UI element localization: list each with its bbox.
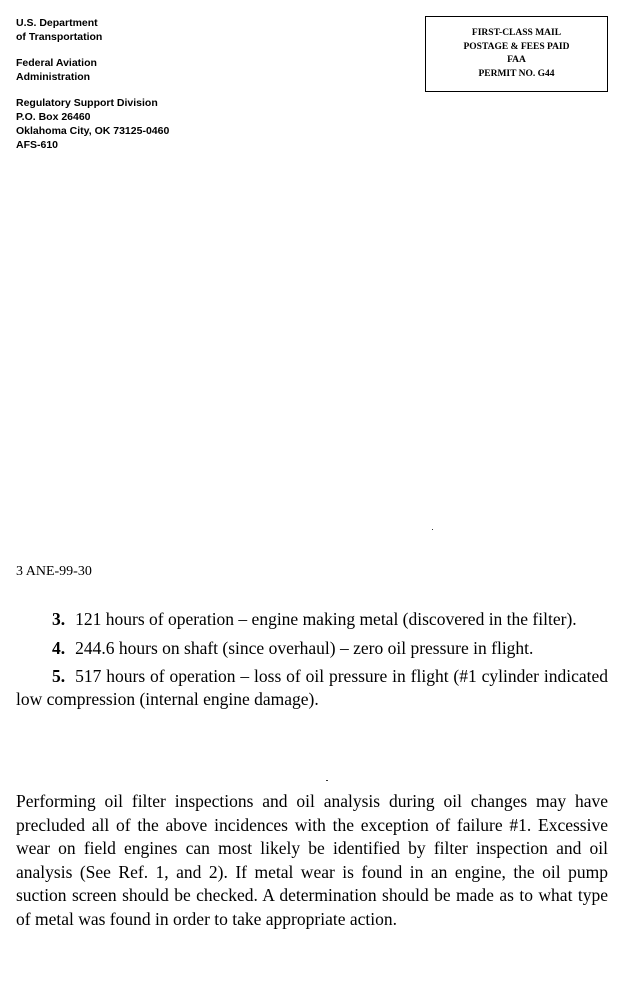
list-item — [16, 637, 608, 660]
permit-line-1: FIRST-CLASS MAIL — [471, 28, 562, 38]
sender-address-block — [16, 16, 276, 164]
agency-line-1: Federal Aviation — [16, 57, 97, 69]
item-text: 121 hours of operation – engine making metal (discovered in the filter). — [75, 609, 577, 629]
analysis-paragraph: Performing oil filter inspections and oil analysis during oil changes may have precluded all of the above incidences with the exception of failure #1. Excessive wear on field engines can most likely be identified by filter inspection and oil analysis (See Ref. 1, and 2). If metal wear is found in an engine, the oil pump suction screen should be checked. A determination should be made as to what type of metal was found in order to take appropriate action. — [16, 791, 608, 929]
department-name — [16, 16, 276, 44]
mailing-address — [16, 96, 276, 152]
permit-line-3: FAA — [507, 55, 526, 65]
item-text: 244.6 hours on shaft (since overhaul) – zero oil pressure in flight. — [75, 637, 534, 658]
list-item — [16, 665, 608, 710]
address-line-1: Regulatory Support Division — [16, 97, 158, 109]
scan-speck — [326, 780, 328, 781]
permit-line-2: POSTAGE & FEES PAID — [463, 41, 570, 52]
item-number: 5. — [52, 666, 66, 686]
item-number: 4. — [52, 637, 66, 658]
item-text: 517 hours of operation – loss of oil pressure in flight (#1 cylinder indicated low compression (internal engine damage). — [16, 666, 608, 709]
address-line-4: AFS-610 — [16, 139, 59, 151]
address-line-2: P.O. Box 26460 — [16, 111, 91, 123]
permit-line-4: PERMIT NO. G44 — [478, 68, 555, 79]
address-line-3: Oklahoma City, OK 73125-0460 — [16, 125, 170, 137]
incident-list — [16, 608, 608, 716]
agency-line-2: Administration — [16, 71, 91, 83]
agency-name — [16, 56, 276, 84]
list-item — [16, 608, 608, 631]
item-number: 3. — [52, 609, 66, 629]
document-reference: 3 ANE-99-30 — [16, 564, 92, 579]
postage-permit-box — [425, 16, 608, 92]
department-line-2: of Transportation — [16, 31, 103, 43]
scan-speck — [432, 529, 433, 530]
department-line-1: U.S. Department — [16, 17, 98, 29]
